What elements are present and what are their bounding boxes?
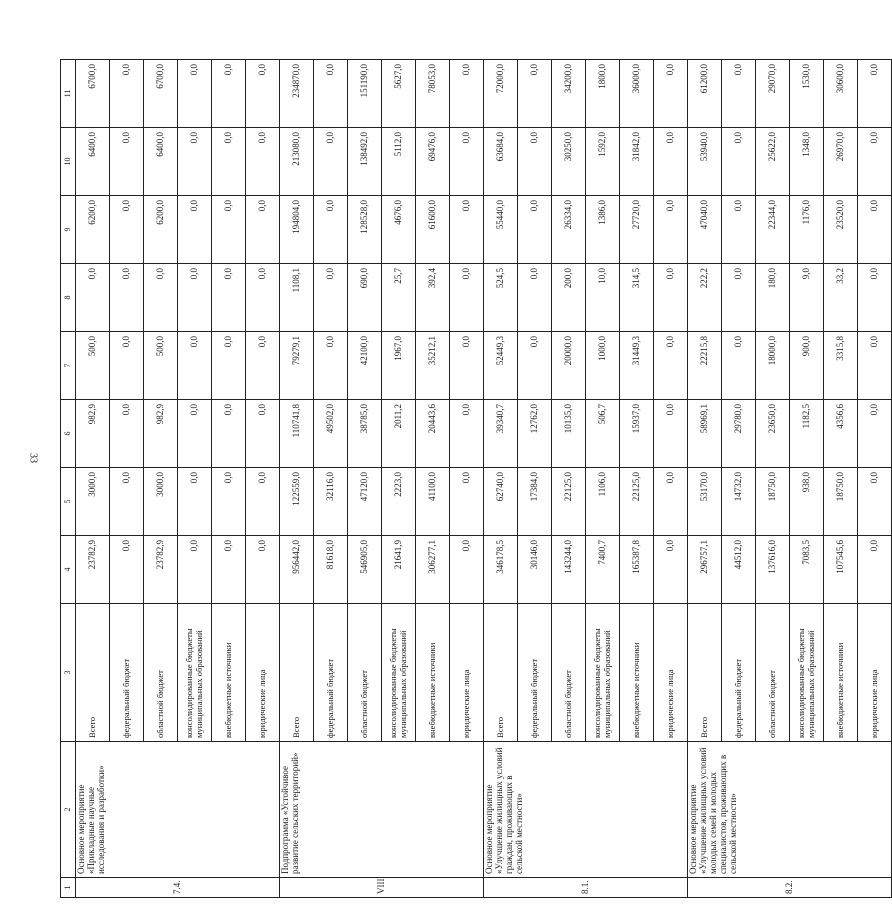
- amount-cell: 0,0: [722, 332, 756, 400]
- amount-cell: 0,0: [178, 400, 212, 468]
- amount-cell: 0,0: [518, 196, 552, 264]
- amount-cell: 0,0: [110, 468, 144, 536]
- amount-cell: 62740,0: [484, 468, 518, 536]
- amount-cell: 4356,6: [824, 400, 858, 468]
- amount-cell: 0,0: [110, 332, 144, 400]
- amount-cell: 0,0: [858, 128, 892, 196]
- column-number: 1: [61, 878, 76, 898]
- column-number: 2: [61, 742, 76, 878]
- amount-cell: 29780,0: [722, 400, 756, 468]
- group-code: 7.4.: [76, 878, 280, 898]
- amount-cell: 44512,0: [722, 536, 756, 604]
- amount-cell: 12762,0: [518, 400, 552, 468]
- amount-cell: 1182,5: [790, 400, 824, 468]
- amount-cell: 17384,0: [518, 468, 552, 536]
- amount-cell: 0,0: [450, 536, 484, 604]
- funding-source: Всего: [280, 604, 314, 742]
- amount-cell: 22215,8: [688, 332, 722, 400]
- amount-cell: 69476,0: [416, 128, 450, 196]
- amount-cell: 0,0: [858, 400, 892, 468]
- funding-source: федеральный бюджет: [722, 604, 756, 742]
- amount-cell: 0,0: [76, 264, 110, 332]
- amount-cell: 7083,5: [790, 536, 824, 604]
- amount-cell: 1108,1: [280, 264, 314, 332]
- amount-cell: 546905,0: [348, 536, 382, 604]
- amount-cell: 0,0: [654, 196, 688, 264]
- amount-cell: 26334,0: [552, 196, 586, 264]
- amount-cell: 0,0: [110, 536, 144, 604]
- amount-cell: 5112,0: [382, 128, 416, 196]
- amount-cell: 2223,0: [382, 468, 416, 536]
- amount-cell: 58969,1: [688, 400, 722, 468]
- funding-source: федеральный бюджет: [110, 604, 144, 742]
- funding-source: областной бюджет: [552, 604, 586, 742]
- funding-source: Всего: [484, 604, 518, 742]
- amount-cell: 306277,1: [416, 536, 450, 604]
- amount-cell: 128528,0: [348, 196, 382, 264]
- amount-cell: 0,0: [858, 264, 892, 332]
- amount-cell: 0,0: [110, 128, 144, 196]
- amount-cell: 25,7: [382, 264, 416, 332]
- amount-cell: 1530,0: [790, 60, 824, 128]
- amount-cell: 2011,2: [382, 400, 416, 468]
- column-number: 4: [61, 536, 76, 604]
- amount-cell: 0,0: [654, 128, 688, 196]
- amount-cell: 107545,6: [824, 536, 858, 604]
- amount-cell: 32116,0: [314, 468, 348, 536]
- amount-cell: 23782,9: [76, 536, 110, 604]
- amount-cell: 0,0: [722, 128, 756, 196]
- amount-cell: 0,0: [654, 536, 688, 604]
- amount-cell: 23782,9: [144, 536, 178, 604]
- amount-cell: 0,0: [450, 468, 484, 536]
- column-number: 11: [61, 60, 76, 128]
- amount-cell: 0,0: [246, 264, 280, 332]
- funding-source: консолидированные бюджеты муниципальных образований: [178, 604, 212, 742]
- amount-cell: 41100,0: [416, 468, 450, 536]
- amount-cell: 0,0: [314, 128, 348, 196]
- funding-source: внебюджетные источники: [416, 604, 450, 742]
- amount-cell: 0,0: [654, 468, 688, 536]
- funding-source: консолидированные бюджеты муниципальных образований: [382, 604, 416, 742]
- funding-source: федеральный бюджет: [314, 604, 348, 742]
- funding-source: юридические лица: [654, 604, 688, 742]
- amount-cell: 500,0: [144, 332, 178, 400]
- group-description: Основное мероприятие «Улучшение жилищных условий граждан, проживающих в сельской местности»: [484, 742, 688, 878]
- amount-cell: 151190,0: [348, 60, 382, 128]
- group-description: Подпрограмма «Устойчивое развитие сельских территорий»: [280, 742, 484, 878]
- funding-source: областной бюджет: [756, 604, 790, 742]
- amount-cell: 53940,0: [688, 128, 722, 196]
- amount-cell: 6700,0: [144, 60, 178, 128]
- amount-cell: 900,0: [790, 332, 824, 400]
- column-number: 9: [61, 196, 76, 264]
- amount-cell: 61200,0: [688, 60, 722, 128]
- amount-cell: 0,0: [654, 60, 688, 128]
- amount-cell: 5627,0: [382, 60, 416, 128]
- amount-cell: 0,0: [178, 332, 212, 400]
- amount-cell: 0,0: [722, 60, 756, 128]
- amount-cell: 39340,7: [484, 400, 518, 468]
- amount-cell: 222,2: [688, 264, 722, 332]
- amount-cell: 78053,0: [416, 60, 450, 128]
- amount-cell: 0,0: [858, 468, 892, 536]
- amount-cell: 30250,0: [552, 128, 586, 196]
- amount-cell: 0,0: [654, 332, 688, 400]
- amount-cell: 0,0: [178, 128, 212, 196]
- amount-cell: 14732,0: [722, 468, 756, 536]
- amount-cell: 0,0: [246, 536, 280, 604]
- amount-cell: 0,0: [314, 264, 348, 332]
- amount-cell: 18000,0: [756, 332, 790, 400]
- amount-cell: 0,0: [858, 60, 892, 128]
- amount-cell: 0,0: [722, 196, 756, 264]
- amount-cell: 9,0: [790, 264, 824, 332]
- budget-table: [60, 59, 892, 898]
- amount-cell: 35212,1: [416, 332, 450, 400]
- amount-cell: 18750,0: [756, 468, 790, 536]
- amount-cell: 138492,0: [348, 128, 382, 196]
- amount-cell: 165387,8: [620, 536, 654, 604]
- column-number: 10: [61, 128, 76, 196]
- amount-cell: 0,0: [518, 60, 552, 128]
- amount-cell: 296757,1: [688, 536, 722, 604]
- amount-cell: 213080,0: [280, 128, 314, 196]
- column-number: 8: [61, 264, 76, 332]
- amount-cell: 0,0: [518, 128, 552, 196]
- amount-cell: 690,0: [348, 264, 382, 332]
- group-code: 8.1.: [484, 878, 688, 898]
- amount-cell: 63684,0: [484, 128, 518, 196]
- amount-cell: 31449,3: [620, 332, 654, 400]
- funding-source: областной бюджет: [348, 604, 382, 742]
- table-row: [76, 60, 110, 898]
- amount-cell: 20443,6: [416, 400, 450, 468]
- amount-cell: 4676,0: [382, 196, 416, 264]
- amount-cell: 6200,0: [76, 196, 110, 264]
- amount-cell: 61600,0: [416, 196, 450, 264]
- table-row: [484, 60, 518, 898]
- amount-cell: 0,0: [858, 536, 892, 604]
- amount-cell: 314,5: [620, 264, 654, 332]
- amount-cell: 34200,0: [552, 60, 586, 128]
- amount-cell: 42100,0: [348, 332, 382, 400]
- amount-cell: 1386,0: [586, 196, 620, 264]
- amount-cell: 3000,0: [76, 468, 110, 536]
- amount-cell: 0,0: [450, 128, 484, 196]
- amount-cell: 0,0: [212, 332, 246, 400]
- amount-cell: 0,0: [450, 400, 484, 468]
- amount-cell: 22125,0: [620, 468, 654, 536]
- amount-cell: 47120,0: [348, 468, 382, 536]
- column-number: 3: [61, 604, 76, 742]
- amount-cell: 49502,0: [314, 400, 348, 468]
- amount-cell: 0,0: [450, 264, 484, 332]
- amount-cell: 79279,1: [280, 332, 314, 400]
- amount-cell: 22125,0: [552, 468, 586, 536]
- amount-cell: 143244,0: [552, 536, 586, 604]
- amount-cell: 23650,0: [756, 400, 790, 468]
- amount-cell: 346178,5: [484, 536, 518, 604]
- funding-source: юридические лица: [858, 604, 892, 742]
- amount-cell: 956442,0: [280, 536, 314, 604]
- amount-cell: 15937,0: [620, 400, 654, 468]
- amount-cell: 0,0: [246, 60, 280, 128]
- group-code: VIII: [280, 878, 484, 898]
- amount-cell: 18750,0: [824, 468, 858, 536]
- amount-cell: 36000,0: [620, 60, 654, 128]
- amount-cell: 10135,0: [552, 400, 586, 468]
- amount-cell: 194804,0: [280, 196, 314, 264]
- amount-cell: 0,0: [178, 264, 212, 332]
- funding-source: консолидированные бюджеты муниципальных образований: [586, 604, 620, 742]
- amount-cell: 0,0: [858, 196, 892, 264]
- amount-cell: 23520,0: [824, 196, 858, 264]
- amount-cell: 938,0: [790, 468, 824, 536]
- column-number: 7: [61, 332, 76, 400]
- amount-cell: 137616,0: [756, 536, 790, 604]
- amount-cell: 38785,0: [348, 400, 382, 468]
- amount-cell: 524,5: [484, 264, 518, 332]
- amount-cell: 47040,0: [688, 196, 722, 264]
- amount-cell: 3315,8: [824, 332, 858, 400]
- amount-cell: 72000,0: [484, 60, 518, 128]
- group-description: Основное мероприятие «Прикладные научные исследования и разработки»: [76, 742, 280, 878]
- amount-cell: 0,0: [110, 196, 144, 264]
- funding-source: юридические лица: [450, 604, 484, 742]
- amount-cell: 0,0: [212, 264, 246, 332]
- amount-cell: 0,0: [722, 264, 756, 332]
- funding-source: внебюджетные источники: [824, 604, 858, 742]
- amount-cell: 0,0: [110, 264, 144, 332]
- amount-cell: 30600,0: [824, 60, 858, 128]
- amount-cell: 0,0: [450, 60, 484, 128]
- funding-source: федеральный бюджет: [518, 604, 552, 742]
- funding-source: внебюджетные источники: [212, 604, 246, 742]
- amount-cell: 6700,0: [76, 60, 110, 128]
- amount-cell: 0,0: [212, 536, 246, 604]
- column-number: 6: [61, 400, 76, 468]
- amount-cell: 0,0: [518, 332, 552, 400]
- amount-cell: 1967,0: [382, 332, 416, 400]
- amount-cell: 26970,0: [824, 128, 858, 196]
- amount-cell: 21641,9: [382, 536, 416, 604]
- amount-cell: 0,0: [246, 332, 280, 400]
- amount-cell: 500,0: [76, 332, 110, 400]
- amount-cell: 55440,0: [484, 196, 518, 264]
- amount-cell: 0,0: [314, 60, 348, 128]
- amount-cell: 0,0: [246, 128, 280, 196]
- funding-source: областной бюджет: [144, 604, 178, 742]
- amount-cell: 0,0: [246, 400, 280, 468]
- amount-cell: 0,0: [178, 196, 212, 264]
- amount-cell: 1176,0: [790, 196, 824, 264]
- amount-cell: 0,0: [110, 60, 144, 128]
- amount-cell: 30146,0: [518, 536, 552, 604]
- page-number: 33: [27, 453, 39, 463]
- amount-cell: 0,0: [212, 60, 246, 128]
- amount-cell: 0,0: [212, 196, 246, 264]
- amount-cell: 0,0: [314, 332, 348, 400]
- amount-cell: 1000,0: [586, 332, 620, 400]
- amount-cell: 6400,0: [144, 128, 178, 196]
- amount-cell: 0,0: [314, 196, 348, 264]
- funding-source: консолидированные бюджеты муниципальных образований: [790, 604, 824, 742]
- amount-cell: 122559,0: [280, 468, 314, 536]
- amount-cell: 81618,0: [314, 536, 348, 604]
- amount-cell: 1348,0: [790, 128, 824, 196]
- amount-cell: 52449,3: [484, 332, 518, 400]
- amount-cell: 982,9: [76, 400, 110, 468]
- amount-cell: 0,0: [654, 264, 688, 332]
- amount-cell: 20000,0: [552, 332, 586, 400]
- amount-cell: 6400,0: [76, 128, 110, 196]
- amount-cell: 234870,0: [280, 60, 314, 128]
- column-number: 5: [61, 468, 76, 536]
- amount-cell: 0,0: [178, 60, 212, 128]
- amount-cell: 0,0: [518, 264, 552, 332]
- amount-cell: 0,0: [110, 400, 144, 468]
- group-code: 8.2.: [688, 878, 892, 898]
- amount-cell: 6200,0: [144, 196, 178, 264]
- amount-cell: 0,0: [450, 196, 484, 264]
- amount-cell: 3000,0: [144, 468, 178, 536]
- amount-cell: 0,0: [178, 468, 212, 536]
- amount-cell: 0,0: [212, 128, 246, 196]
- header-row: [61, 60, 76, 898]
- funding-source: юридические лица: [246, 604, 280, 742]
- amount-cell: 0,0: [450, 332, 484, 400]
- amount-cell: 110741,8: [280, 400, 314, 468]
- amount-cell: 1800,0: [586, 60, 620, 128]
- amount-cell: 1592,0: [586, 128, 620, 196]
- funding-source: Всего: [688, 604, 722, 742]
- amount-cell: 392,4: [416, 264, 450, 332]
- amount-cell: 0,0: [144, 264, 178, 332]
- rotated-table-wrapper: [60, 60, 879, 898]
- amount-cell: 0,0: [654, 400, 688, 468]
- amount-cell: 22344,0: [756, 196, 790, 264]
- table-row: [688, 60, 722, 898]
- funding-source: Всего: [76, 604, 110, 742]
- funding-source: внебюджетные источники: [620, 604, 654, 742]
- amount-cell: 506,7: [586, 400, 620, 468]
- amount-cell: 0,0: [178, 536, 212, 604]
- amount-cell: 0,0: [858, 332, 892, 400]
- amount-cell: 53170,0: [688, 468, 722, 536]
- amount-cell: 0,0: [246, 468, 280, 536]
- amount-cell: 982,9: [144, 400, 178, 468]
- amount-cell: 0,0: [212, 400, 246, 468]
- table-row: [280, 60, 314, 898]
- budget-table-sheet: [60, 60, 879, 898]
- amount-cell: 7400,7: [586, 536, 620, 604]
- amount-cell: 31842,0: [620, 128, 654, 196]
- amount-cell: 25622,0: [756, 128, 790, 196]
- amount-cell: 33,2: [824, 264, 858, 332]
- amount-cell: 29070,0: [756, 60, 790, 128]
- group-description: Основное мероприятие «Улучшение жилищных условий молодых семей и молодых специалистов, проживающих в сельской местности»: [688, 742, 892, 878]
- amount-cell: 0,0: [246, 196, 280, 264]
- amount-cell: 200,0: [552, 264, 586, 332]
- amount-cell: 27720,0: [620, 196, 654, 264]
- amount-cell: 10,0: [586, 264, 620, 332]
- amount-cell: 180,0: [756, 264, 790, 332]
- amount-cell: 1106,0: [586, 468, 620, 536]
- amount-cell: 0,0: [212, 468, 246, 536]
